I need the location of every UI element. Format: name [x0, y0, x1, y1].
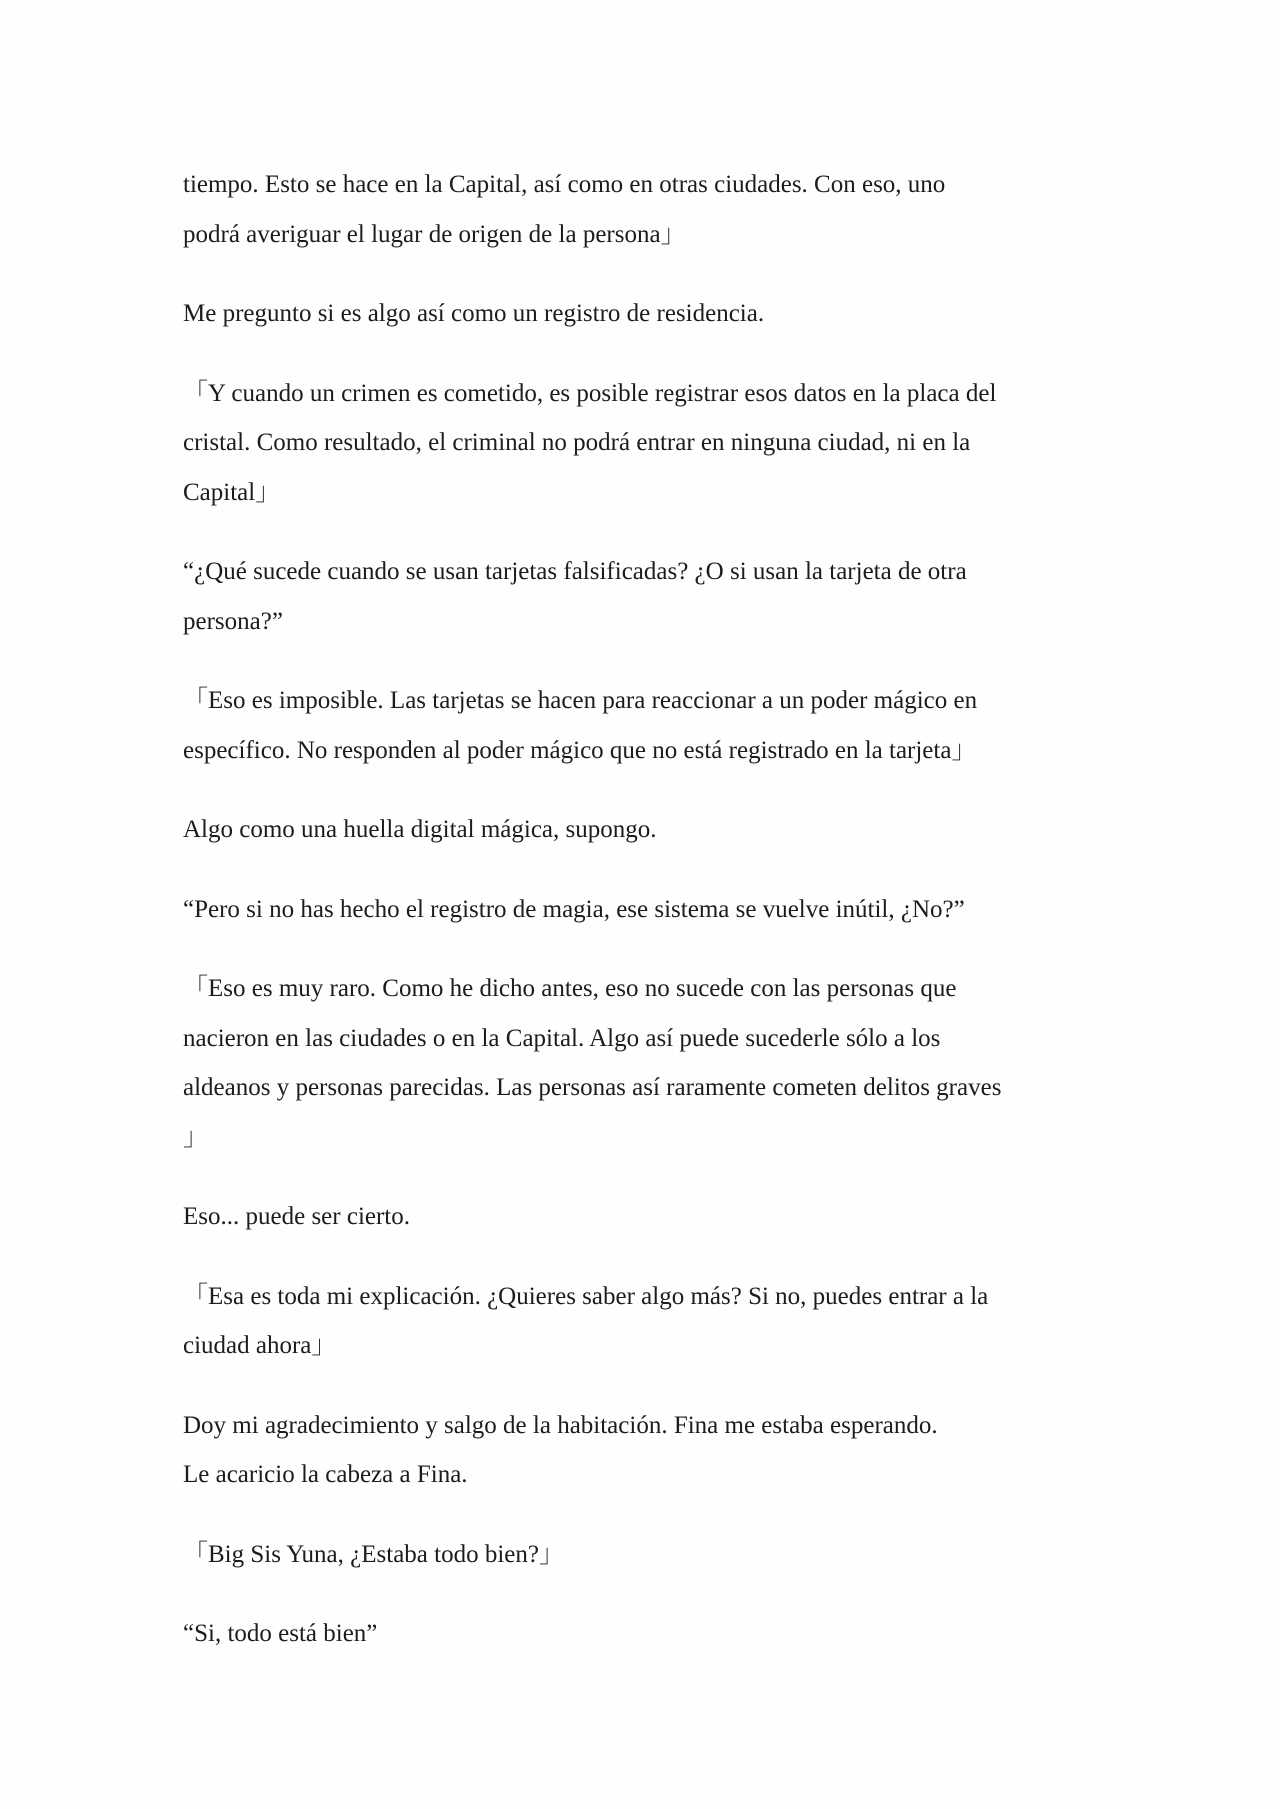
text-line: ciudad ahora」 — [183, 1332, 337, 1359]
text-line: Le acaricio la cabeza a Fina. — [183, 1461, 468, 1488]
text-line: 「Esa es toda mi explicación. ¿Quieres saber algo más? Si no, puedes entrar a la — [183, 1282, 989, 1310]
text-line: aldeanos y personas parecidas. Las personas así raramente cometen delitos graves — [183, 1074, 1002, 1101]
text-line: 」 — [183, 1123, 209, 1151]
text-line: “Pero si no has hecho el registro de magia, ese sistema se vuelve inútil, ¿No?” — [183, 895, 965, 923]
text-line: nacieron en las ciudades o en la Capital. Algo así puede sucederle sólo a los — [183, 1024, 941, 1052]
text-line: específico. No responden al poder mágico que no está registrado en la tarjeta」 — [183, 736, 977, 764]
paragraph — [183, 964, 1103, 1162]
text-line: tiempo. Esto se hace en la Capital, así como en otras ciudades. Con eso, uno — [183, 171, 946, 198]
text-line: 「Big Sis Yuna, ¿Estaba todo bien?」 — [183, 1540, 564, 1568]
paragraph — [183, 289, 1103, 339]
text-line: podrá averiguar el lugar de origen de la persona」 — [183, 220, 686, 248]
paragraph — [183, 1272, 1103, 1371]
text-line: 「Y cuando un crimen es cometido, es posible registrar esos datos en la placa del — [183, 379, 997, 407]
text-line: Algo como una huella digital mágica, supongo. — [183, 816, 657, 843]
text-line: 「Eso es muy raro. Como he dicho antes, eso no sucede con las personas que — [183, 975, 957, 1002]
paragraph — [183, 369, 1103, 518]
text-line: Eso... puede ser cierto. — [183, 1203, 411, 1230]
text-line: 「Eso es imposible. Las tarjetas se hacen para reaccionar a un poder mágico en — [183, 687, 978, 714]
text-line: Doy mi agradecimiento y salgo de la habitación. Fina me estaba esperando. — [183, 1411, 938, 1439]
text-line: cristal. Como resultado, el criminal no podrá entrar en ninguna ciudad, ni en la — [183, 429, 971, 456]
paragraph — [183, 676, 1103, 775]
paragraph — [183, 1401, 1103, 1500]
text-line: “Si, todo está bien” — [183, 1620, 378, 1647]
paragraph — [183, 1530, 1103, 1580]
text-line: Capital」 — [183, 478, 281, 506]
document-body — [183, 160, 1103, 1689]
text-line: persona?” — [183, 607, 283, 635]
paragraph — [183, 1192, 1103, 1242]
paragraph — [183, 805, 1103, 855]
text-line: “¿Qué sucede cuando se usan tarjetas falsificadas? ¿O si usan la tarjeta de otra — [183, 558, 967, 585]
paragraph — [183, 547, 1103, 646]
paragraph — [183, 160, 1103, 259]
paragraph — [183, 1609, 1103, 1659]
text-line: Me pregunto si es algo así como un registro de residencia. — [183, 300, 765, 327]
paragraph — [183, 885, 1103, 935]
